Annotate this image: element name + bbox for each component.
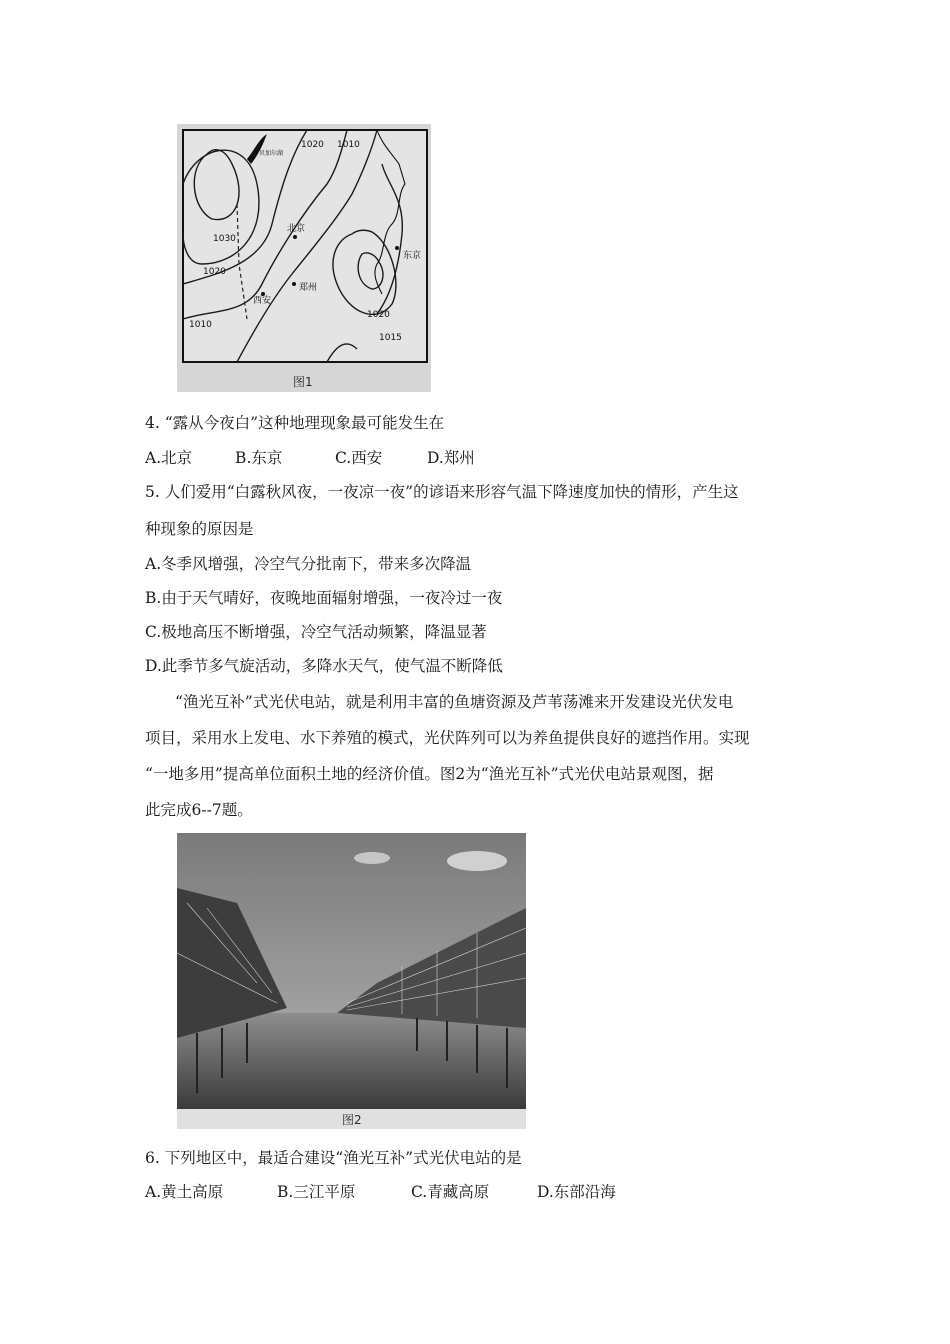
q4-option-a: A.北京 xyxy=(145,449,193,467)
q5-option-b: B.由于天气晴好，夜晚地面辐射增强，一夜冷过一夜 xyxy=(145,589,503,607)
question-6-stem: 6. 下列地区中，最适合建设“渔光互补”式光伏电站的是 xyxy=(145,1149,522,1167)
q4-option-c: C.西安 xyxy=(335,449,383,467)
label-isobar-1030: 1030 xyxy=(213,234,236,244)
question-5-stem-line-1: 5. 人们爱用“白露秋风夜，一夜凉一夜”的谚语来形容气温下降速度加快的情形，产生这 xyxy=(145,483,739,501)
label-lake-baikal: 贝加尔湖 xyxy=(259,150,284,157)
q5-option-c: C.极地高压不断增强，冷空气活动频繁，降温显著 xyxy=(145,623,487,641)
label-zhengzhou: 郑州 xyxy=(299,283,318,293)
q6-option-c: C.青藏高原 xyxy=(411,1183,490,1201)
figure-2-caption: 图2 xyxy=(342,1113,362,1127)
q4-option-b: B.东京 xyxy=(235,449,283,467)
figure-1-caption: 图1 xyxy=(293,375,313,389)
passage-line-4: 此完成6--7题。 xyxy=(145,801,253,819)
q6-option-b: B.三江平原 xyxy=(277,1183,356,1201)
q4-option-d: D.郑州 xyxy=(427,449,475,467)
q5-option-d: D.此季节多气旋活动，多降水天气，使气温不断降低 xyxy=(145,657,503,675)
figure-2-solar-station-photo xyxy=(177,833,526,1129)
label-isobar-1015: 1015 xyxy=(379,333,402,343)
q6-option-d: D.东部沿海 xyxy=(537,1183,616,1201)
figure-1-isobar-map xyxy=(177,124,431,392)
solar-station-graphic xyxy=(177,833,526,1129)
label-isobar-1020-top: 1020 xyxy=(301,140,324,150)
label-isobar-1020-right: 1020 xyxy=(367,310,390,320)
passage-line-1: “渔光互补”式光伏电站，就是利用丰富的鱼塘资源及芦苇荡滩来开发建设光伏发电 xyxy=(175,693,734,711)
label-tokyo: 东京 xyxy=(403,251,422,261)
passage-line-2: 项目，采用水上发电、水下养殖的模式，光伏阵列可以为养鱼提供良好的遮挡作用。实现 xyxy=(145,729,750,747)
label-beijing: 北京 xyxy=(287,224,306,234)
question-5-stem-line-2: 种现象的原因是 xyxy=(145,520,254,538)
label-isobar-1010-top: 1010 xyxy=(337,140,360,150)
label-xian: 西安 xyxy=(253,296,272,306)
q6-option-a: A.黄土高原 xyxy=(145,1183,224,1201)
label-isobar-1020-left: 1020 xyxy=(203,267,226,277)
isobar-map-graphic xyxy=(177,124,431,392)
q5-option-a: A.冬季风增强，冷空气分批南下，带来多次降温 xyxy=(145,555,472,573)
label-isobar-1010-left: 1010 xyxy=(189,320,212,330)
passage-line-3: “一地多用”提高单位面积土地的经济价值。图2为“渔光互补”式光伏电站景观图，据 xyxy=(145,765,714,783)
question-4-stem: 4. “露从今夜白”这种地理现象最可能发生在 xyxy=(145,414,445,432)
